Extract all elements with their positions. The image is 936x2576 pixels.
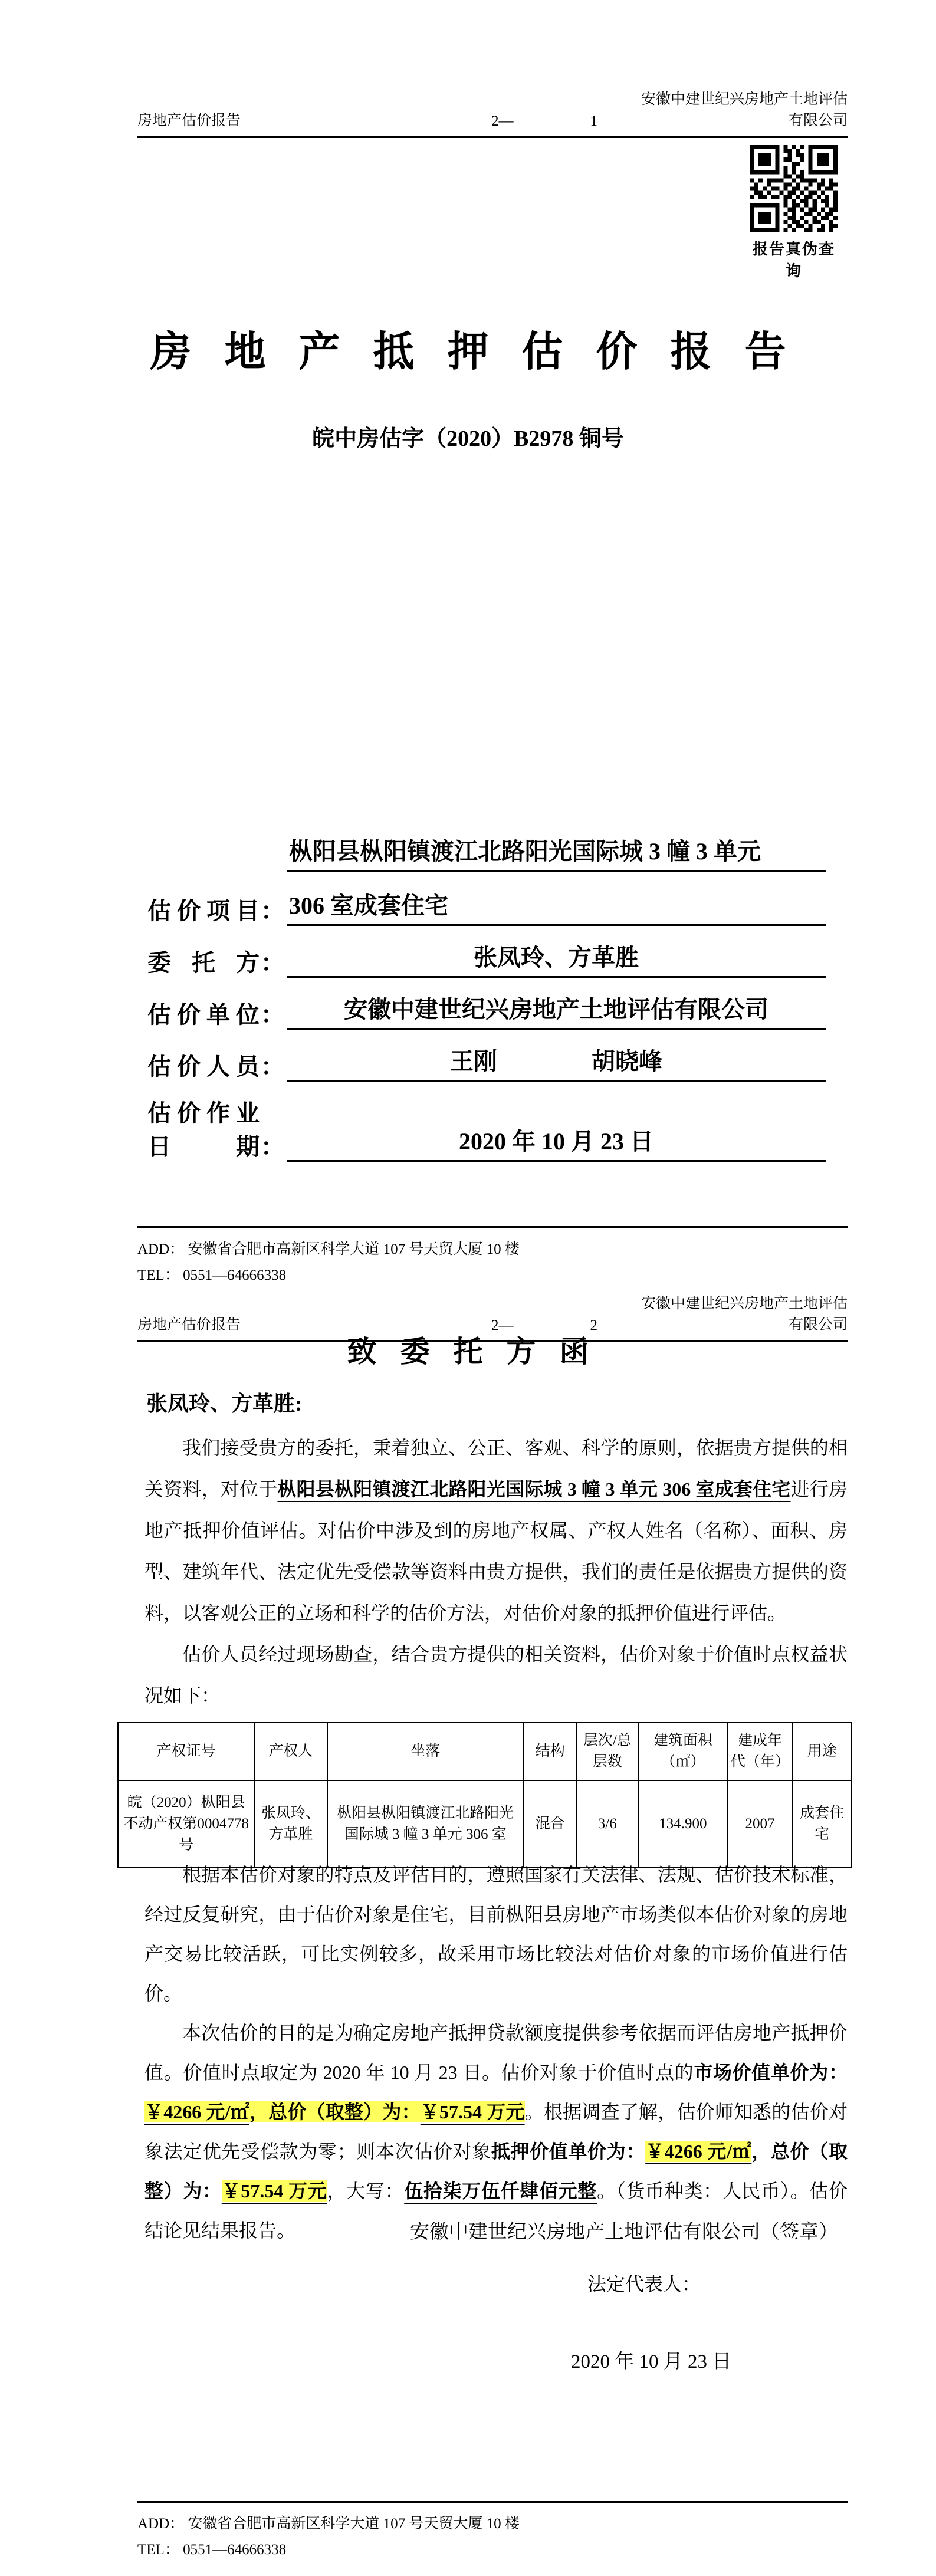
- field-value: 王刚 胡晓峰: [287, 1043, 826, 1082]
- paragraph-inspection: 估价人员经过现场勘查，结合贵方提供的相关资料，估价对象于价值时点权益状况如下：: [144, 1644, 848, 1706]
- col-owner: 产权人: [254, 1723, 327, 1780]
- letter-title: 致委托方函: [347, 1335, 613, 1368]
- cell-area: 134.900: [638, 1780, 728, 1868]
- header-page-no: 1: [590, 113, 597, 129]
- field-label: 估价项目: [147, 898, 260, 924]
- market-unit-price-label: 市场价值单价为：: [694, 2062, 848, 2083]
- header-company-name: 安徽中建世纪兴房地产土地评估有限公司: [641, 91, 848, 129]
- cell-cert-no: 皖（2020）枞阳县不动产权第0004778 号: [118, 1780, 254, 1868]
- field-label: 委托方: [147, 949, 260, 976]
- field-value-line1: 枞阳县枞阳镇渡江北路阳光国际城 3 幢 3 单元: [287, 833, 826, 872]
- header-page-no: 2: [590, 1317, 597, 1333]
- cell-structure: 混合: [524, 1780, 577, 1868]
- report-number: 皖中房估字（2020）B2978 铜号: [312, 426, 624, 451]
- col-location: 坐落: [327, 1723, 524, 1780]
- cell-floor: 3/6: [576, 1780, 638, 1868]
- footer-telephone: TEL： 0551—64666338: [137, 2542, 287, 2558]
- cell-use: 成套住宅: [792, 1780, 852, 1868]
- page1-header: [137, 87, 848, 138]
- mortgage-unit-price-value: ￥4266 元/㎡: [645, 2141, 752, 2162]
- property-rights-table: [117, 1722, 852, 1868]
- field-label: 估价作业日期: [147, 1100, 260, 1160]
- letter-body-top: [144, 1427, 848, 1716]
- cell-location: 枞阳县枞阳镇渡江北路阳光国际城 3 幢 3 单元 306 室: [327, 1780, 524, 1868]
- col-area: 建筑面积（㎡）: [638, 1723, 728, 1780]
- field-value: 安徽中建世纪兴房地产土地评估有限公司: [287, 991, 826, 1030]
- cell-year: 2007: [728, 1780, 792, 1868]
- footer-address: ADD： 安徽省合肥市高新区科学大道 107 号天贸大厦 10 楼: [137, 2516, 520, 2532]
- header-company-name: 安徽中建世纪兴房地产土地评估有限公司: [641, 1296, 848, 1333]
- col-floor: 层次/总层数: [576, 1723, 638, 1780]
- amount-in-words: 伍拾柒万伍仟肆佰元整: [404, 2180, 597, 2202]
- field-project: 估价项目 ： 枞阳县枞阳镇渡江北路阳光国际城 3 幢 3 单元 306 室成套住宅: [147, 833, 826, 926]
- field-client: 委托方 ： 张凤玲、方革胜: [147, 939, 826, 978]
- paragraph-valuation-result: 本次估价的目的是为确定房地产抵押贷款额度提供参考依据而评估房地产抵押价值。价值时点取定为 2020 年 10 月 23 日。估价对象于价值时点的市场价值单价为：￥4266 元/㎡，总价（取整）为：￥57.54 万元。根据调查了解，估价师知悉的估价对象法定优先受偿款为零；则本次估价对象抵押价值单价为：￥4266 元/㎡，总价（取整）为：￥57.54 万元，大写：伍拾柒万伍仟肆佰元整。（货币种类：人民币）。估价结论见结果报告。: [144, 2022, 848, 2241]
- field-date: 估价作业日期 ： 2020 年 10 月 23 日: [147, 1095, 826, 1162]
- signature-company: 安徽中建世纪兴房地产土地评估有限公司（签章）: [410, 2222, 838, 2243]
- cover-fields: [147, 833, 826, 1175]
- qr-verification-block: [750, 145, 838, 281]
- page2-footer: [137, 2501, 848, 2563]
- field-value: 2020 年 10 月 23 日: [287, 1123, 826, 1162]
- mortgage-total-price-value: ￥57.54 万元: [221, 2180, 327, 2202]
- footer-telephone: TEL： 0551—64666338: [137, 1267, 287, 1283]
- paragraph-engagement: 我们接受贵方的委托，秉着独立、公正、客观、科学的原则，依据贵方提供的相关资料，对位于枞阳县枞阳镇渡江北路阳光国际城 3 幢 3 单元 306 室成套住宅进行房地产抵押价值评估。对估价中涉及到的房地产权属、产权人姓名（名称）、面积、房型、建筑年代、法定优先受偿款等资料由贵方提供，我们的责任是依据贵方提供的资料，以客观公正的立场和科学的估价方法，对估价对象的抵押价值进行评估。: [144, 1437, 848, 1624]
- field-label: 估价人员: [147, 1053, 260, 1080]
- col-year: 建成年代（年）: [728, 1723, 792, 1780]
- signature-date: 2020 年 10 月 23 日: [571, 2351, 732, 2373]
- col-structure: 结构: [524, 1723, 577, 1780]
- field-value-line2: 306 室成套住宅: [287, 887, 826, 926]
- qr-code: [750, 145, 838, 232]
- col-cert-no: 产权证号: [118, 1723, 254, 1780]
- market-total-price-value: ￥57.54 万元: [420, 2101, 525, 2122]
- header-doc-label: 房地产估价报告: [137, 113, 241, 129]
- table-header-row: [118, 1723, 852, 1780]
- letter-body-bottom: [144, 1855, 848, 2250]
- header-page-total: 2—: [491, 1317, 514, 1333]
- page1-footer: [137, 1226, 848, 1289]
- subject-property-emphasis: 枞阳县枞阳镇渡江北路阳光国际城 3 幢 3 单元 306 室成套住宅: [277, 1478, 791, 1500]
- field-agency: 估价单位 ： 安徽中建世纪兴房地产土地评估有限公司: [147, 991, 826, 1030]
- letter-salutation: 张凤玲、方革胜:: [146, 1392, 302, 1415]
- field-value: 张凤玲、方革胜: [287, 939, 826, 978]
- paragraph-method: 根据本估价对象的特点及评估目的，遵照国家有关法律、法规、估价技术标准，经过反复研究，由于估价对象是住宅，目前枞阳县房地产市场类似本估价对象的房地产交易比较活跃，可比实例较多，故采用市场比较法对估价对象的市场价值进行估价。: [144, 1864, 848, 2004]
- signature-legal-rep: 法定代表人：: [587, 2273, 701, 2295]
- field-appraisers: 估价人员 ： 王刚 胡晓峰: [147, 1043, 826, 1082]
- cell-owner: 张凤玲、方革胜: [254, 1780, 327, 1868]
- mortgage-unit-price-label: 抵押价值单价为：: [491, 2141, 646, 2162]
- header-page-number: [491, 113, 639, 130]
- report-title: 房地产抵押估价报告: [150, 330, 819, 375]
- header-page-total: 2—: [491, 113, 514, 129]
- field-label: 估价单位: [147, 1001, 260, 1028]
- qr-caption: 报告真伪查询: [752, 241, 835, 280]
- market-unit-price-value: ￥4266 元/㎡: [144, 2101, 249, 2122]
- header-doc-label: 房地产估价报告: [137, 1317, 241, 1333]
- col-use: 用途: [792, 1723, 852, 1780]
- footer-address: ADD： 安徽省合肥市高新区科学大道 107 号天贸大厦 10 楼: [137, 1241, 520, 1257]
- table-row: [118, 1780, 852, 1868]
